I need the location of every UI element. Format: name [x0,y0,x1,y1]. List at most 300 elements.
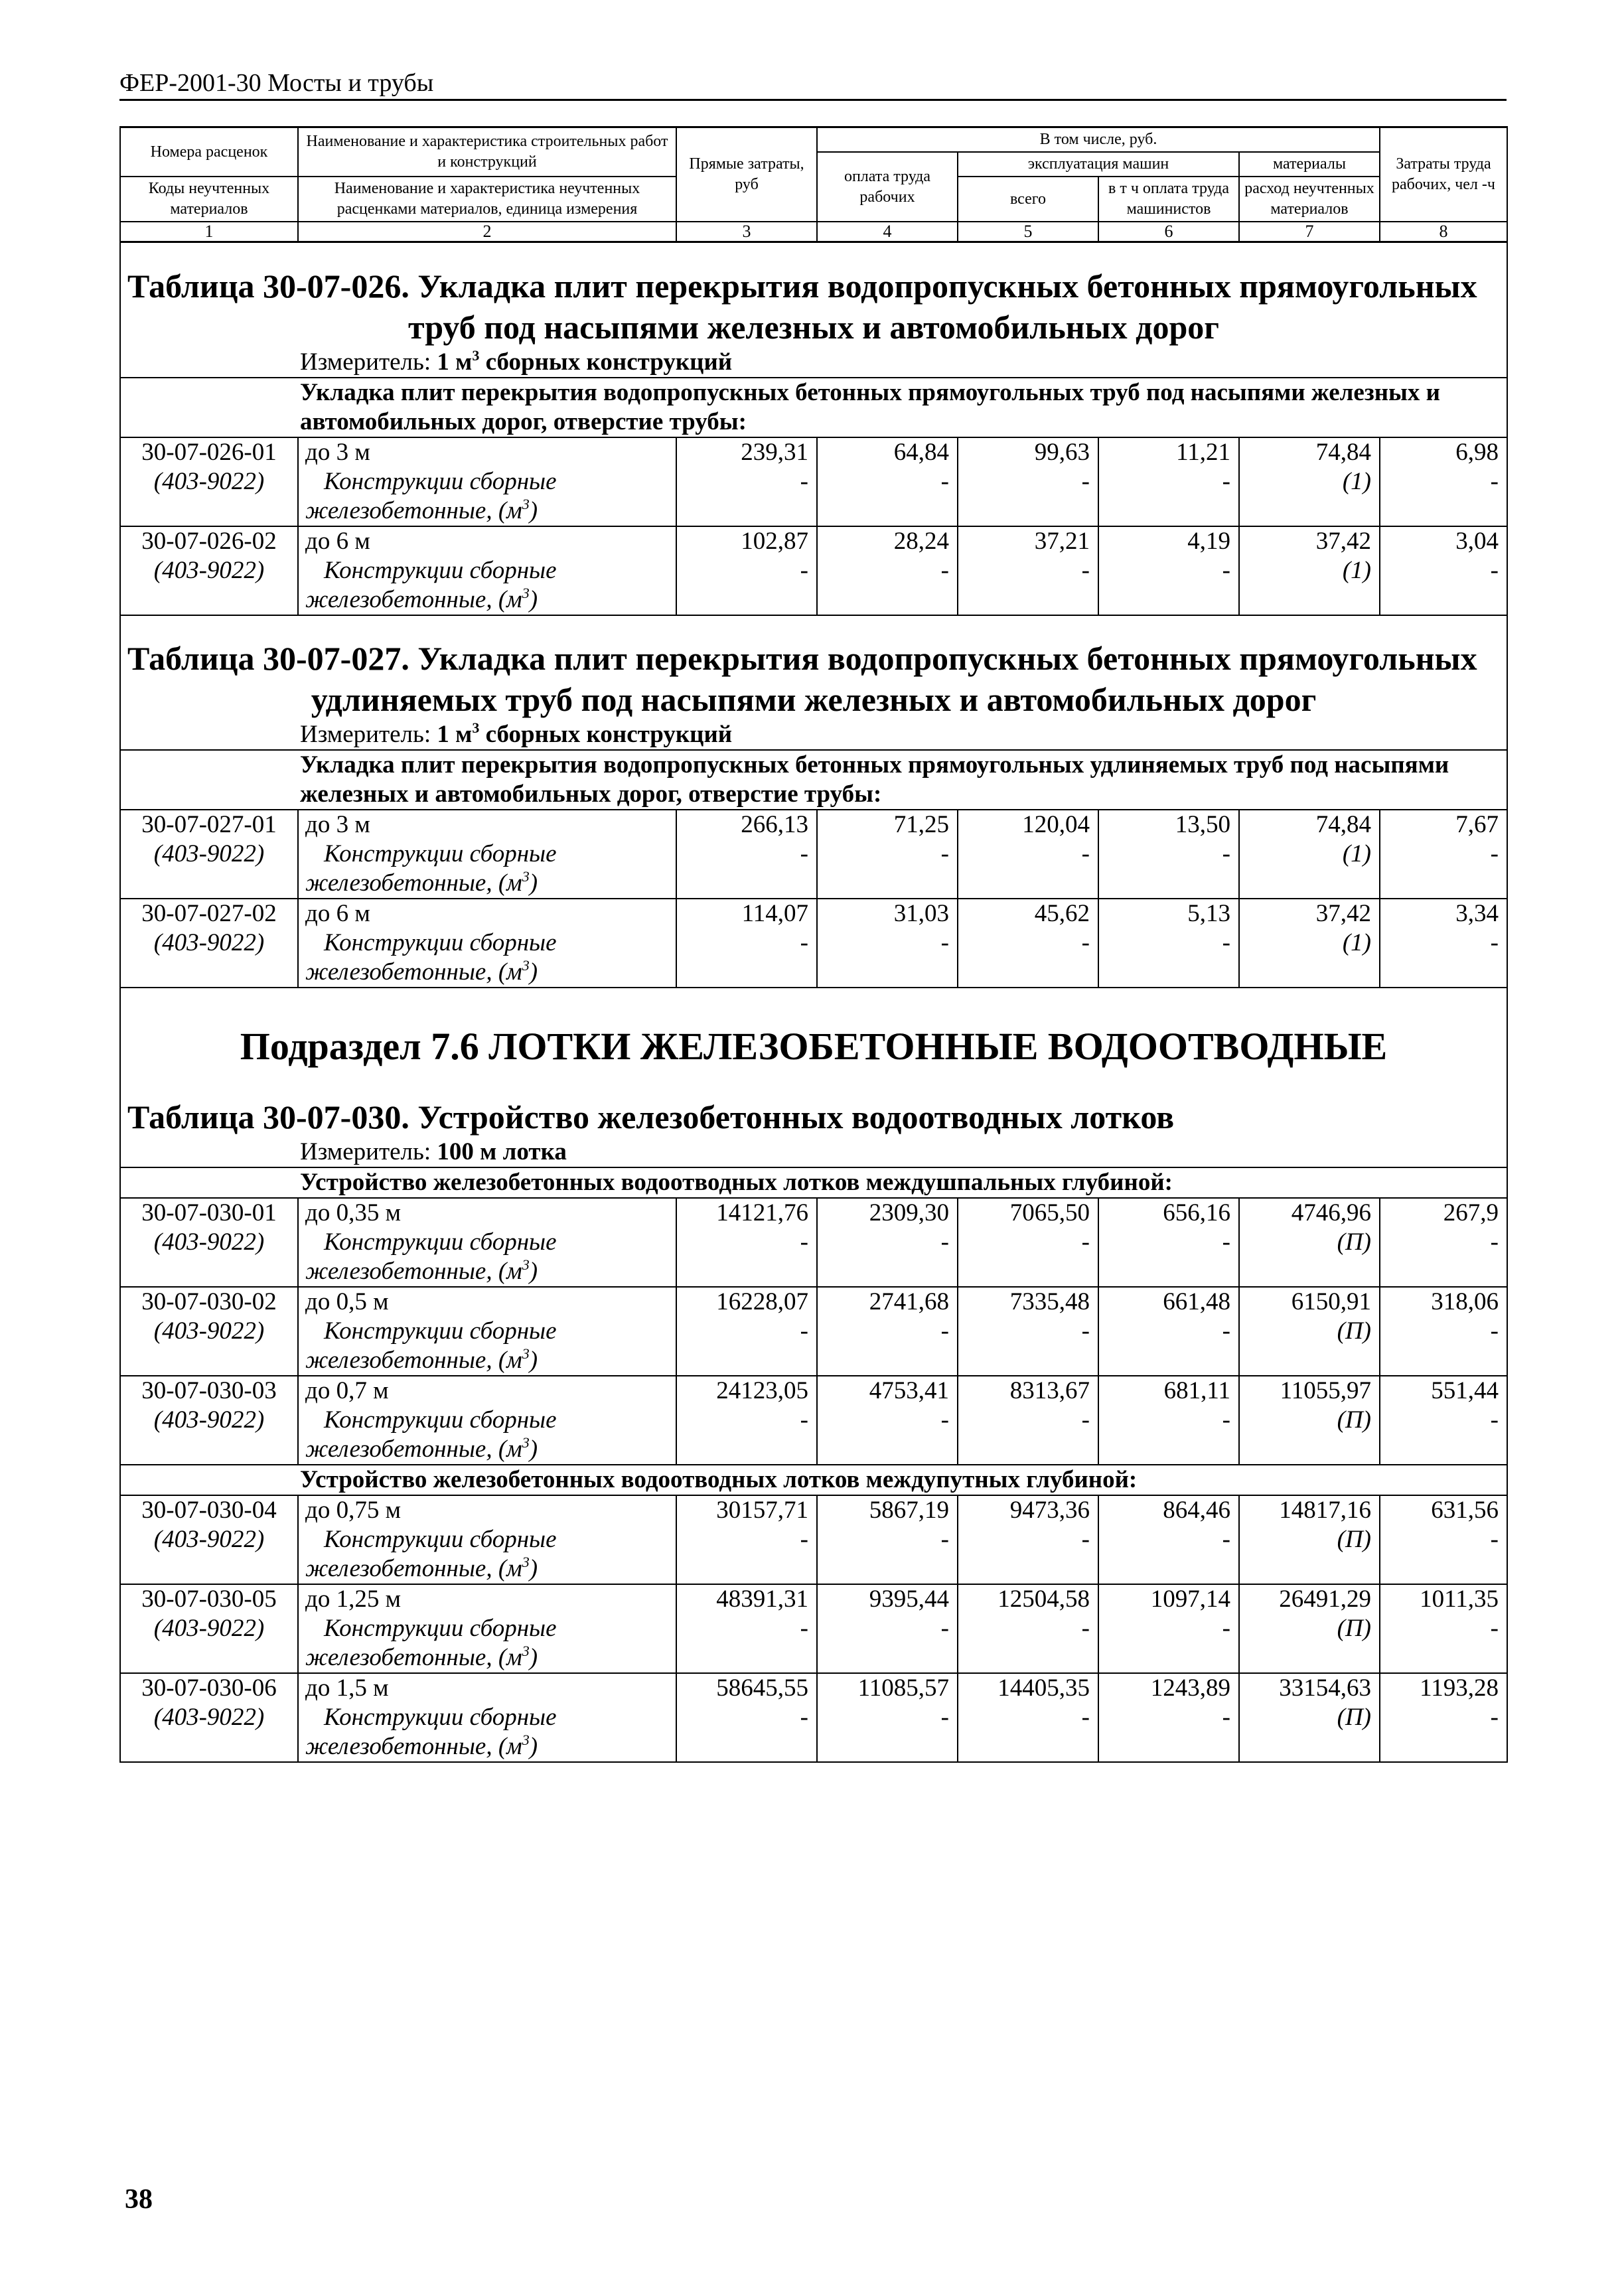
col-machines: эксплуатация машин [958,152,1239,177]
col-number: 6 [1098,222,1239,242]
table-row [120,496,1507,526]
blank [1380,1554,1507,1584]
rate-code: 30-07-030-06 [120,1673,298,1703]
table-title-cell [120,265,1507,348]
col-name-title: Наименование и характеристика строительных работ и конструкций [298,127,676,177]
material-code: (403-9022) [120,1317,298,1346]
blank [1239,958,1380,988]
col-incl: В том числе, руб. [817,127,1380,153]
meter-line [120,348,1507,378]
table-row [120,1228,1507,1257]
blank [817,496,958,526]
table-row [120,1435,1507,1465]
material-name-line: Конструкции сборные [324,1317,557,1345]
direct-costs: 58645,55 [676,1673,817,1703]
direct-costs: 239,31 [676,437,817,467]
machines-wages-dash: - [1098,467,1239,496]
table-row [120,1554,1507,1584]
direct-costs: 48391,31 [676,1584,817,1614]
machines-wages-dash: - [1098,1228,1239,1257]
material-code: (403-9022) [120,467,298,496]
meter-label: Измеритель: [300,1138,431,1165]
wages-value: 2309,30 [817,1198,958,1228]
blank [817,1732,958,1762]
blank [1380,1643,1507,1673]
machines-dash: - [958,840,1098,869]
direct-costs: 102,87 [676,526,817,556]
material-quantity: (П) [1239,1703,1380,1732]
blank [676,1732,817,1762]
table-title-line: Таблица 30-07-027. Укладка плит перекрытия водопропускных бетонных прямоугольных [127,640,1477,677]
blank [676,1643,817,1673]
material-name-text: железобетонные, (м [305,1644,522,1671]
materials-value: 37,42 [1239,526,1380,556]
material-name-unit [298,1346,676,1376]
work-name: до 0,75 м [298,1495,676,1525]
materials-value: 26491,29 [1239,1584,1380,1614]
material-name-text: железобетонные, (м [305,1258,522,1285]
labor-dash: - [1380,1406,1507,1435]
material-name-close: ) [529,1733,538,1760]
wages-dash: - [817,928,958,958]
material-quantity: (П) [1239,1614,1380,1643]
labor-dash: - [1380,928,1507,958]
group-heading: Укладка плит перекрытия водопропускных бетонных прямоугольных труб под насыпями железных и автомобильных дорог, отверстие трубы: [120,378,1507,437]
blank [1380,1732,1507,1762]
blank [1098,585,1239,615]
machines-wages: 4,19 [1098,526,1239,556]
blank [676,869,817,899]
wages-value: 31,03 [817,899,958,928]
col-direct: Прямые затраты, руб [676,127,817,222]
table-row [120,1317,1507,1346]
column-header-table [119,126,1508,243]
blank [817,1346,958,1376]
machines-wages-dash: - [1098,1406,1239,1435]
material-name-line: Конструкции сборные [324,1704,557,1731]
labor-value: 551,44 [1380,1376,1507,1406]
machines-wages: 5,13 [1098,899,1239,928]
machines-dash: - [958,467,1098,496]
table-row [120,1525,1507,1554]
table-row [120,585,1507,615]
work-name: до 3 м [298,437,676,467]
table-row [120,840,1507,869]
blank [817,1554,958,1584]
material-name-text: железобетонные, (м [305,1436,522,1463]
material-quantity: (1) [1239,467,1380,496]
work-name: до 3 м [298,810,676,840]
meter-line [120,720,1507,750]
machines-dash: - [958,1406,1098,1435]
labor-dash: - [1380,467,1507,496]
blank [120,1257,298,1287]
group-heading: Устройство железобетонных водоотводных лотков междушпальных глубиной: [120,1167,1507,1198]
blank [120,1435,298,1465]
material-name-unit [298,1643,676,1673]
table-row [120,1614,1507,1643]
wages-dash: - [817,1703,958,1732]
materials-value: 37,42 [1239,899,1380,928]
material-code: (403-9022) [120,840,298,869]
labor-value: 1011,35 [1380,1584,1507,1614]
machines-dash: - [958,1317,1098,1346]
material-name-unit [298,1257,676,1287]
material-name-close: ) [529,1644,538,1671]
material-name-line: Конструкции сборные [324,468,557,495]
blank [1239,1643,1380,1673]
material-name-line: Конструкции сборные [324,1228,557,1256]
direct-dash: - [676,556,817,585]
materials-value: 33154,63 [1239,1673,1380,1703]
material-code: (403-9022) [120,1703,298,1732]
superscript: 3 [522,1554,530,1570]
blank [1098,1554,1239,1584]
material-quantity: (1) [1239,840,1380,869]
material-name-close: ) [529,497,538,524]
blank [958,1257,1098,1287]
material-name [298,928,676,958]
machines-wages: 1243,89 [1098,1673,1239,1703]
material-name-close: ) [529,586,538,613]
blank [817,1435,958,1465]
material-name-line: Конструкции сборные [324,557,557,584]
labor-value: 267,9 [1380,1198,1507,1228]
material-name-text: железобетонные, (м [305,1733,522,1760]
material-name-close: ) [529,1436,538,1463]
direct-dash: - [676,467,817,496]
table-row [120,928,1507,958]
machines-total: 45,62 [958,899,1098,928]
blank [958,1732,1098,1762]
superscript: 3 [522,869,530,885]
rate-code: 30-07-030-03 [120,1376,298,1406]
direct-costs: 14121,76 [676,1198,817,1228]
material-quantity: (П) [1239,1406,1380,1435]
machines-wages-dash: - [1098,928,1239,958]
machines-dash: - [958,1703,1098,1732]
machines-dash: - [958,1228,1098,1257]
direct-costs: 16228,07 [676,1287,817,1317]
material-name-text: железобетонные, (м [305,1555,522,1582]
table-title-cell [120,638,1507,720]
col-number: 1 [120,222,298,242]
group-heading: Устройство железобетонных водоотводных лотков междупутных глубиной: [120,1465,1507,1495]
table-row [120,1346,1507,1376]
meter-value-text: 100 м лотка [437,1138,567,1165]
blank [1098,1435,1239,1465]
machines-total: 9473,36 [958,1495,1098,1525]
machines-dash: - [958,556,1098,585]
wages-value: 2741,68 [817,1287,958,1317]
table-row [120,437,1507,467]
machines-total: 120,04 [958,810,1098,840]
direct-costs: 266,13 [676,810,817,840]
work-name: до 6 м [298,526,676,556]
material-name-close: ) [529,1258,538,1285]
material-name-text: железобетонные, (м [305,869,522,897]
blank [958,869,1098,899]
col-number: 4 [817,222,958,242]
blank [1239,1257,1380,1287]
machines-total: 37,21 [958,526,1098,556]
wages-value: 71,25 [817,810,958,840]
table-row [120,1495,1507,1525]
col-materials-sub: расход неучтенных материалов [1239,177,1380,222]
col-number: 5 [958,222,1098,242]
subsection-cell [120,1010,1507,1096]
superscript: 3 [522,958,530,974]
material-name [298,467,676,496]
direct-dash: - [676,1317,817,1346]
table-row [120,526,1507,556]
material-code: (403-9022) [120,1228,298,1257]
blank [120,1732,298,1762]
machines-wages-dash: - [1098,1525,1239,1554]
blank [1380,1257,1507,1287]
blank [958,1346,1098,1376]
material-code: (403-9022) [120,556,298,585]
blank [1239,869,1380,899]
table-title-line: Таблица 30-07-030. Устройство железобетонных водоотводных лотков [127,1098,1175,1136]
rate-code: 30-07-030-05 [120,1584,298,1614]
machines-total: 99,63 [958,437,1098,467]
machines-wages: 13,50 [1098,810,1239,840]
meter-line [120,1138,1507,1167]
blank [1098,1732,1239,1762]
material-name-text: железобетонные, (м [305,497,522,524]
machines-wages-dash: - [1098,1317,1239,1346]
blank [817,1643,958,1673]
col-name-sub: Наименование и характеристика неучтенных расценками материалов, единица измерения [298,177,676,222]
material-name [298,1525,676,1554]
material-name-text: железобетонные, (м [305,958,522,986]
machines-dash: - [958,1614,1098,1643]
material-quantity: (1) [1239,928,1380,958]
spacer [120,243,1507,265]
labor-value: 6,98 [1380,437,1507,467]
blank [676,958,817,988]
direct-dash: - [676,1525,817,1554]
labor-value: 3,04 [1380,526,1507,556]
blank [120,1346,298,1376]
blank [1098,1257,1239,1287]
machines-total: 7065,50 [958,1198,1098,1228]
blank [1098,869,1239,899]
labor-dash: - [1380,840,1507,869]
material-name [298,1703,676,1732]
material-name-unit [298,869,676,899]
blank [676,585,817,615]
blank [817,958,958,988]
machines-wages: 661,48 [1098,1287,1239,1317]
spacer [120,615,1507,638]
blank [676,1554,817,1584]
col-number: 7 [1239,222,1380,242]
blank [1380,958,1507,988]
labor-dash: - [1380,1525,1507,1554]
running-header-text: ФЕР-2001-30 Мосты и трубы [119,69,434,97]
wages-dash: - [817,556,958,585]
table-row [120,467,1507,496]
labor-value: 7,67 [1380,810,1507,840]
table-row [120,1257,1507,1287]
table-row [120,1643,1507,1673]
material-name-unit [298,958,676,988]
table-row [120,869,1507,899]
material-name-unit [298,1435,676,1465]
blank [120,958,298,988]
direct-dash: - [676,1703,817,1732]
col-codes-sub: Коды неучтенных материалов [120,177,298,222]
direct-dash: - [676,1614,817,1643]
blank [1380,869,1507,899]
material-name-unit [298,1554,676,1584]
meter-value-text: 1 м [437,348,473,376]
material-name-line: Конструкции сборные [324,1406,557,1434]
superscript: 3 [522,496,530,512]
machines-wages: 656,16 [1098,1198,1239,1228]
wages-value: 9395,44 [817,1584,958,1614]
materials-value: 14817,16 [1239,1495,1380,1525]
table-row [120,1673,1507,1703]
machines-dash: - [958,928,1098,958]
table-title [127,1096,1500,1138]
machines-wages-dash: - [1098,840,1239,869]
work-name: до 1,5 м [298,1673,676,1703]
labor-dash: - [1380,1228,1507,1257]
material-name [298,1614,676,1643]
material-name-line: Конструкции сборные [324,1615,557,1642]
wages-dash: - [817,1317,958,1346]
labor-dash: - [1380,1703,1507,1732]
rates-table [119,243,1508,1763]
blank [1380,1435,1507,1465]
work-name: до 0,35 м [298,1198,676,1228]
labor-value: 318,06 [1380,1287,1507,1317]
materials-value: 74,84 [1239,437,1380,467]
meter-value [437,348,732,376]
col-machines-wages: в т ч оплата труда машинистов [1098,177,1239,222]
material-code: (403-9022) [120,1406,298,1435]
col-number: 3 [676,222,817,242]
material-name [298,1228,676,1257]
material-name [298,556,676,585]
blank [958,1643,1098,1673]
material-quantity: (П) [1239,1228,1380,1257]
meter-value [437,1138,566,1165]
blank [817,585,958,615]
table-row [120,1732,1507,1762]
material-name-line: Конструкции сборные [324,929,557,956]
direct-dash: - [676,1228,817,1257]
rate-code: 30-07-030-04 [120,1495,298,1525]
blank [120,585,298,615]
blank [1239,1732,1380,1762]
meter-value [437,721,732,748]
rate-code: 30-07-027-01 [120,810,298,840]
blank [1239,1435,1380,1465]
blank [1380,585,1507,615]
direct-costs: 114,07 [676,899,817,928]
wages-dash: - [817,467,958,496]
table-row [120,1703,1507,1732]
superscript: 3 [522,1643,530,1659]
blank [120,496,298,526]
col-labor: Затраты труда рабочих, чел -ч [1380,127,1507,222]
table-row [120,958,1507,988]
rate-code: 30-07-027-02 [120,899,298,928]
rate-code: 30-07-026-02 [120,526,298,556]
blank [1098,496,1239,526]
table-title-cell [120,1096,1507,1138]
rate-code: 30-07-026-01 [120,437,298,467]
blank [120,1554,298,1584]
material-quantity: (П) [1239,1317,1380,1346]
materials-value: 74,84 [1239,810,1380,840]
blank [958,1435,1098,1465]
work-name: до 6 м [298,899,676,928]
blank [1380,496,1507,526]
material-code: (403-9022) [120,1525,298,1554]
table-title-line: Таблица 30-07-026. Укладка плит перекрытия водопропускных бетонных прямоугольных [127,267,1477,305]
material-name [298,1406,676,1435]
blank [817,869,958,899]
material-name-close: ) [529,1555,538,1582]
blank [1098,1346,1239,1376]
blank [120,1643,298,1673]
blank [1098,1643,1239,1673]
table-row [120,1287,1507,1317]
material-name [298,840,676,869]
labor-dash: - [1380,556,1507,585]
machines-total: 8313,67 [958,1376,1098,1406]
material-name-unit [298,1732,676,1762]
material-code: (403-9022) [120,1614,298,1643]
machines-wages-dash: - [1098,556,1239,585]
machines-total: 7335,48 [958,1287,1098,1317]
col-materials: материалы [1239,152,1380,177]
blank [120,869,298,899]
meter-tail: сборных конструкций [485,721,733,748]
machines-total: 14405,35 [958,1673,1098,1703]
rates-sheet [119,126,1507,2290]
machines-wages-dash: - [1098,1614,1239,1643]
column-number-row [120,222,1507,242]
col-number: 2 [298,222,676,242]
superscript: 3 [472,720,480,736]
spacer [120,988,1507,1010]
work-name: до 0,5 м [298,1287,676,1317]
labor-value: 3,34 [1380,899,1507,928]
material-name-close: ) [529,869,538,897]
table-row [120,810,1507,840]
table-row [120,1584,1507,1614]
direct-costs: 30157,71 [676,1495,817,1525]
blank [1239,1346,1380,1376]
blank [676,1346,817,1376]
machines-wages: 1097,14 [1098,1584,1239,1614]
blank [958,958,1098,988]
blank [676,496,817,526]
page-number: 38 [125,2184,153,2215]
materials-value: 6150,91 [1239,1287,1380,1317]
blank [1380,1346,1507,1376]
blank [676,1435,817,1465]
material-code: (403-9022) [120,928,298,958]
col-machines-total: всего [958,177,1098,222]
wages-dash: - [817,840,958,869]
